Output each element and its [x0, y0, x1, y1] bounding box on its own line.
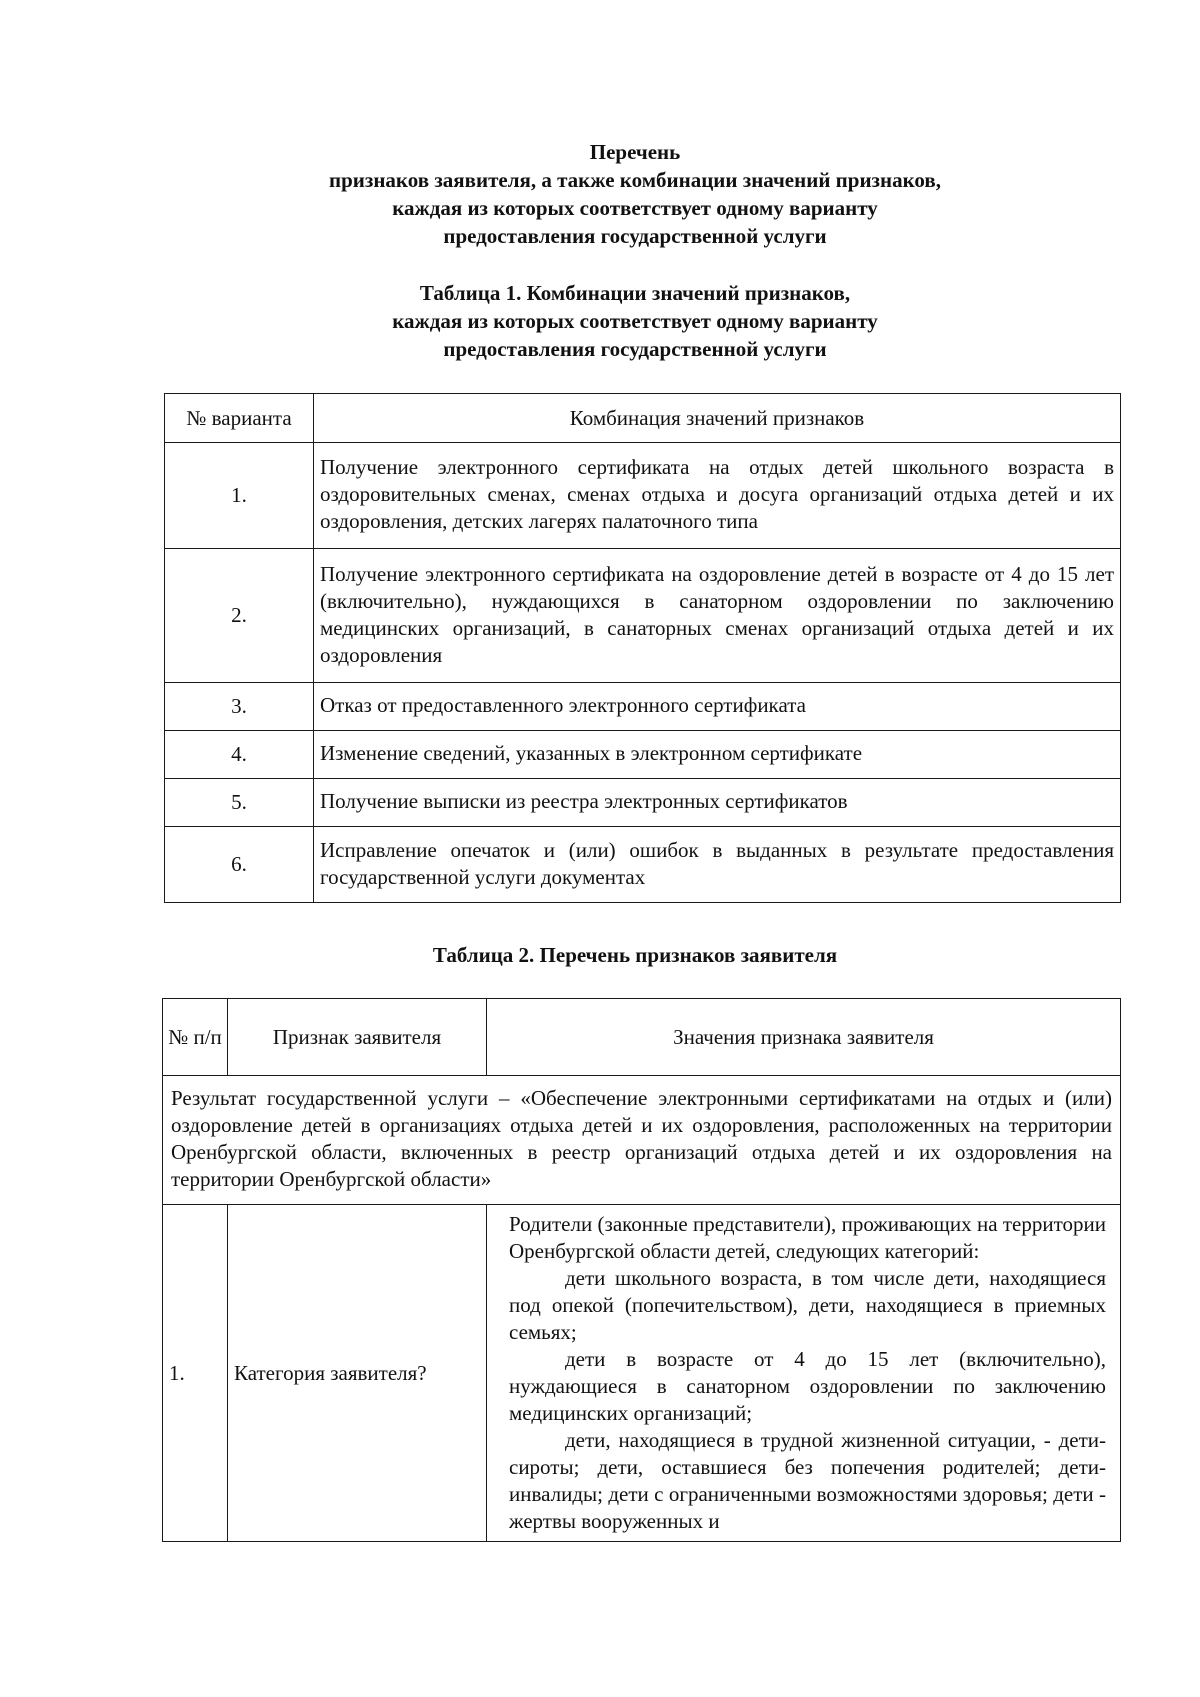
sign-number: 1.: [163, 1205, 228, 1542]
variant-number: 6.: [165, 827, 314, 903]
sign-value-paragraph: дети, находящиеся в трудной жизненной ситуации, - дети-сироты; дети, оставшиеся без попечения родителей; дети-инвалиды; дети с ограниченными возможностями здоровья; дети - жертвы вооруженных и: [509, 1428, 1106, 1533]
title-line-1: Перечень: [589, 140, 681, 164]
service-result-text: Результат государственной услуги – «Обеспечение электронными сертификатами на отдых и (или) оздоровление детей в организациях отдыха детей и их оздоровления, расположенных на территории Оренбургской области, включенных в реестр организаций отдыха детей и их оздоровления на территории Оренбургской области»: [163, 1076, 1121, 1205]
sign-value-paragraph: Родители (законные представители), проживающих на территории Оренбургской области детей, следующих категорий:: [509, 1212, 1106, 1263]
table2-heading: Таблица 2. Перечень признаков заявителя: [432, 943, 838, 967]
title-line-2: признаков заявителя, а также комбинации значений признаков,: [329, 168, 941, 192]
table-header-row: [163, 999, 1121, 1076]
column-header-variant-number: № варианта: [165, 394, 314, 443]
variant-combination: Получение выписки из реестра электронных сертификатов: [314, 779, 1121, 827]
document-title: [0, 138, 1200, 250]
variant-number: 3.: [165, 683, 314, 731]
variant-number: 1.: [165, 443, 314, 549]
variants-table: [164, 393, 1121, 903]
column-header-number: № п/п: [163, 999, 228, 1076]
table1-heading: [0, 279, 1200, 363]
variant-combination: Получение электронного сертификата на отдых детей школьного возраста в оздоровительных сменах, сменах отдыха и досуга организаций отдыха детей и их оздоровления, детских лагерях палаточного типа: [314, 443, 1121, 549]
title-line-3: каждая из которых соответствует одному варианту: [392, 196, 878, 220]
variant-combination: Отказ от предоставленного электронного сертификата: [314, 683, 1121, 731]
table1-heading-line-2: каждая из которых соответствует одному варианту: [392, 309, 878, 333]
column-header-sign: Признак заявителя: [228, 999, 487, 1076]
variant-combination: Изменение сведений, указанных в электронном сертификате: [314, 731, 1121, 779]
variant-combination: Получение электронного сертификата на оздоровление детей в возрасте от 4 до 15 лет (включительно), нуждающихся в санаторном оздоровлении по заключению медицинских организаций, в санаторных сменах организаций отдыха детей и их оздоровления: [314, 549, 1121, 683]
column-header-combination: Комбинация значений признаков: [314, 394, 1121, 443]
column-header-values: Значения признака заявителя: [487, 999, 1121, 1076]
sign-value-paragraph: дети в возрасте от 4 до 15 лет (включительно), нуждающиеся в санаторном оздоровлении по заключению медицинских организаций;: [509, 1347, 1106, 1425]
table-row: [165, 549, 1121, 683]
table-row: [163, 1205, 1121, 1542]
sign-name: Категория заявителя?: [228, 1205, 487, 1542]
sign-values: [487, 1205, 1121, 1542]
result-row: [163, 1076, 1121, 1205]
table-row: [165, 443, 1121, 549]
table-row: [165, 731, 1121, 779]
table1-heading-line-1: Таблица 1. Комбинации значений признаков,: [419, 281, 851, 305]
table1-heading-line-3: предоставления государственной услуги: [443, 337, 827, 361]
table-header-row: [165, 394, 1121, 443]
table-row: [165, 779, 1121, 827]
variant-number: 5.: [165, 779, 314, 827]
variant-number: 2.: [165, 549, 314, 683]
title-line-4: предоставления государственной услуги: [443, 224, 827, 248]
applicant-signs-table: [162, 998, 1121, 1542]
table-row: [165, 683, 1121, 731]
variant-combination: Исправление опечаток и (или) ошибок в выданных в результате предоставления государственной услуги документах: [314, 827, 1121, 903]
variant-number: 4.: [165, 731, 314, 779]
sign-value-paragraph: дети школьного возраста, в том числе дети, находящиеся под опекой (попечительством), дети, находящиеся в приемных семьях;: [509, 1266, 1106, 1344]
table-row: [165, 827, 1121, 903]
